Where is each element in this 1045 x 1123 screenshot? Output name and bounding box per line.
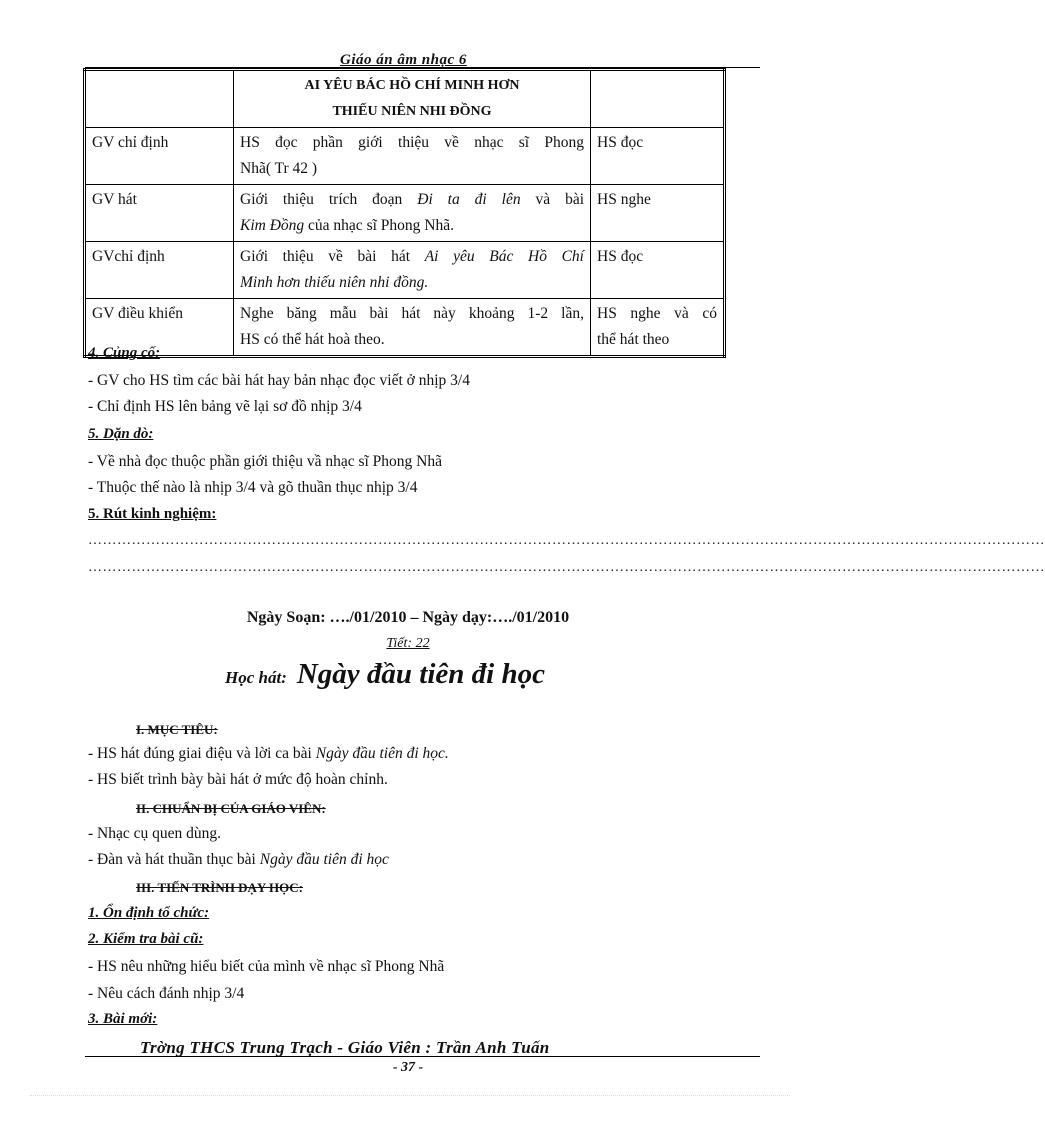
footer-text: Trờng THCS Trung Trạch - Giáo Viên : Trần Anh Tuấn bbox=[140, 1038, 550, 1057]
table-heading-cell bbox=[234, 70, 591, 128]
activity-line: HS đọc phần giới thiệu về nhạc sĩ Phong bbox=[240, 134, 584, 151]
activity-table bbox=[83, 68, 726, 358]
student-cell: HS đọc bbox=[591, 242, 725, 299]
table-row bbox=[85, 299, 725, 357]
activity-text: và bài bbox=[535, 191, 585, 208]
subsection-title-review: 2. Kiểm tra bài cũ: bbox=[88, 931, 204, 947]
song-title-text: Kim Đồng bbox=[240, 217, 305, 234]
list-item-text: - Đàn và hát thuần thục bài bbox=[88, 851, 256, 868]
table-heading-line2: THIẾU NIÊN NHI ĐỒNG bbox=[332, 104, 492, 119]
activity-line bbox=[240, 217, 454, 234]
lesson-dates: Ngày Soạn: …./01/2010 – Ngày dạy:…./01/2010 bbox=[246, 609, 570, 626]
song-title-text: Đi ta đi lên bbox=[417, 191, 521, 208]
song-title-text: Ngày đầu tiên đi học bbox=[259, 851, 389, 868]
list-item: - Chỉ định HS lên bảng vẽ lại sơ đồ nhịp 3/4 bbox=[88, 398, 362, 415]
activity-line bbox=[240, 244, 584, 270]
activity-text: Giới thiệu về bài hát bbox=[240, 248, 411, 265]
list-item bbox=[88, 745, 449, 763]
song-title-text: Ai yêu Bác Hồ Chí bbox=[424, 248, 584, 265]
list-item: - Nêu cách đánh nhịp 3/4 bbox=[88, 985, 245, 1002]
activity-cell bbox=[234, 299, 591, 357]
activity-line bbox=[240, 187, 584, 213]
activity-text: của nhạc sĩ Phong Nhã. bbox=[308, 217, 454, 234]
teacher-cell: GV chỉ định bbox=[85, 128, 234, 185]
part-title-objectives: I. MỤC TIÊU: bbox=[136, 722, 218, 737]
list-item bbox=[88, 851, 389, 869]
song-title-text: Ngày đầu tiên đi học. bbox=[315, 745, 449, 762]
part-title-preparation: II. CHUẨN BỊ CỦA GIÁO VIÊN: bbox=[136, 801, 326, 816]
table-row bbox=[85, 242, 725, 299]
page-number: - 37 - bbox=[392, 1060, 424, 1075]
list-item-text: - HS hát đúng giai điệu và lời ca bài bbox=[88, 745, 312, 762]
list-item: - HS nêu những hiểu biết của mình về nhạc sĩ Phong Nhã bbox=[88, 958, 445, 975]
list-item: - GV cho HS tìm các bài hát hay bản nhạc đọc viết ở nhịp 3/4 bbox=[88, 372, 470, 389]
song-heading bbox=[225, 658, 545, 691]
subsection-title-organization: 1. Ổn định tổ chức: bbox=[88, 905, 210, 921]
table-cell bbox=[85, 70, 234, 128]
footer-rule bbox=[85, 1056, 760, 1057]
section-title-experience: 5. Rút kinh nghiệm: bbox=[88, 506, 217, 522]
activity-cell bbox=[234, 185, 591, 242]
teacher-cell: GV hát bbox=[85, 185, 234, 242]
activity-cell bbox=[234, 242, 591, 299]
activity-line: HS có thể hát hoà theo. bbox=[240, 331, 385, 348]
activity-line: Nhã( Tr 42 ) bbox=[240, 160, 318, 177]
student-line: thể hát theo bbox=[597, 331, 670, 348]
table-heading-line1: AI YÊU BÁC HỒ CHÍ MINH HƠN bbox=[304, 78, 520, 93]
list-item: - Thuộc thế nào là nhịp 3/4 và gõ thuần thục nhịp 3/4 bbox=[88, 479, 418, 496]
student-cell bbox=[591, 299, 725, 357]
section-title-consolidation: 4. Củng cố: bbox=[88, 345, 161, 361]
table-cell bbox=[591, 70, 725, 128]
teacher-cell: GV điều khiển bbox=[85, 299, 234, 357]
activity-cell bbox=[234, 128, 591, 185]
subsection-title-new-lesson: 3. Bài mới: bbox=[88, 1011, 158, 1027]
table-row bbox=[85, 128, 725, 185]
part-title-process: III. TIẾN TRÌNH DẠY HỌC: bbox=[136, 880, 303, 895]
lesson-period: Tiết: 22 bbox=[386, 636, 430, 651]
header-title: Giáo án âm nhạc 6 bbox=[340, 52, 467, 68]
student-cell: HS đọc bbox=[591, 128, 725, 185]
table-row bbox=[85, 70, 725, 128]
dotted-line: ……………………………………………………………………………………………………………………………………………………………………………… bbox=[88, 560, 1045, 575]
student-line: HS nghe và có bbox=[597, 305, 717, 322]
list-item: - Nhạc cụ quen dùng. bbox=[88, 825, 221, 842]
activity-text: Giới thiệu trích đoạn bbox=[240, 191, 403, 208]
activity-line: Nghe băng mẫu bài hát này khoảng 1-2 lần, bbox=[240, 305, 584, 322]
page-bottom-border bbox=[30, 1095, 790, 1096]
song-name: Ngày đầu tiên đi học bbox=[296, 658, 545, 690]
song-prefix: Học hát: bbox=[225, 668, 287, 687]
teacher-cell: GVchỉ định bbox=[85, 242, 234, 299]
table-row bbox=[85, 185, 725, 242]
dotted-line: ……………………………………………………………………………………………………………………………………………………………………………… bbox=[88, 533, 1045, 548]
student-cell: HS nghe bbox=[591, 185, 725, 242]
list-item: - HS biết trình bày bài hát ở mức độ hoàn chỉnh. bbox=[88, 771, 388, 788]
list-item: - Về nhà đọc thuộc phần giới thiệu vầ nhạc sĩ Phong Nhã bbox=[88, 453, 443, 470]
section-title-homework: 5. Dặn dò: bbox=[88, 426, 154, 442]
song-title-text: Minh hơn thiếu niên nhi đồng. bbox=[240, 274, 429, 291]
